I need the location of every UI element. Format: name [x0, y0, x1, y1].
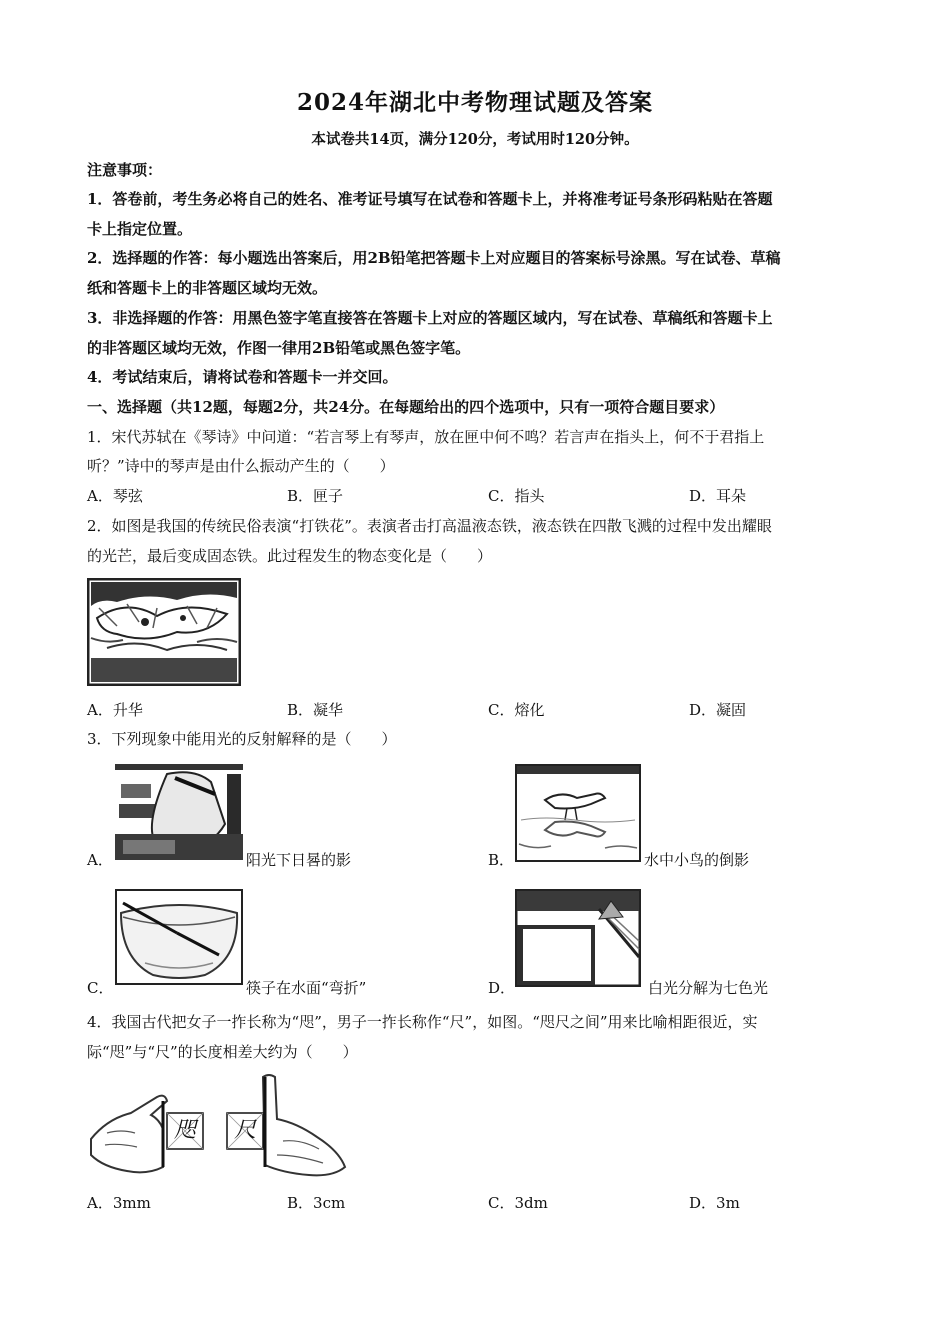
q1-option-b: B．匣子 — [287, 487, 344, 505]
notice-item: 3．非选择题的作答：用黑色签字笔直接答在答题卡上对应的答题区域内，写在试卷、草稿纸和答题卡上 — [87, 309, 773, 327]
iron-flower-photo — [87, 578, 241, 686]
notice-item: 纸和答题卡上的非答题区域均无效。 — [87, 279, 328, 297]
bird-reflection-photo — [515, 764, 641, 862]
notice-item: 的非答题区域均无效，作图一律用2B铅笔或黑色签字笔。 — [87, 339, 471, 357]
notice-item: 卡上指定位置。 — [87, 220, 193, 238]
q3-option-b-text: 水中小鸟的倒影 — [644, 851, 750, 869]
q1-option-c: C．指头 — [488, 487, 545, 505]
notice-heading: 注意事项： — [87, 161, 163, 179]
q2-option-c: C．熔化 — [488, 701, 545, 719]
section-heading: 一、选择题（共12题，每题2分，共24分。在每题给出的四个选项中，只有一项符合题目要求） — [87, 398, 725, 416]
q4-option-a: A．3mm — [87, 1194, 151, 1212]
q1-option-d: D．耳朵 — [689, 487, 747, 505]
page-title: 2024年湖北中考物理试题及答案 — [296, 89, 653, 116]
notice-item: 4．考试结束后，请将试卷和答题卡一并交回。 — [87, 368, 398, 386]
question-4-stem: 4．我国古代把女子一拃长称为“咫”，男子一拃长称作“尺”，如图。“咫尺之间”用来比喻相距很近，实 — [87, 1013, 758, 1031]
question-1-stem: 听？”诗中的琴声是由什么振动产生的（ ） — [87, 457, 395, 475]
zhi-character: 咫 — [173, 1118, 196, 1143]
page-subtitle: 本试卷共14页，满分120分，考试用时120分钟。 — [311, 131, 639, 148]
hand-span-figure — [87, 1071, 349, 1181]
q4-option-b: B．3cm — [287, 1194, 346, 1212]
q3-option-c-letter: C． — [87, 979, 114, 997]
q3-option-c-text: 筷子在水面“弯折” — [246, 979, 367, 997]
q3-option-d-letter: D． — [488, 979, 516, 997]
q1-option-a: A．琴弦 — [87, 487, 143, 505]
question-2-stem: 的光芒，最后变成固态铁。此过程发生的物态变化是（ ） — [87, 547, 493, 565]
q3-option-b-letter: B． — [488, 851, 515, 869]
q3-option-d-text: 白光分解为七色光 — [648, 979, 769, 997]
q3-option-a-text: 阳光下日晷的影 — [246, 851, 352, 869]
chi-character: 尺 — [233, 1118, 256, 1143]
q4-option-d: D．3m — [689, 1194, 740, 1212]
question-2-stem: 2．如图是我国的传统民俗表演“打铁花”。表演者击打高温液态铁，液态铁在四散飞溅的过程中发出耀眼 — [87, 517, 772, 535]
q4-option-c: C．3dm — [488, 1194, 548, 1212]
q2-option-a: A．升华 — [87, 701, 143, 719]
q2-option-d: D．凝固 — [689, 701, 747, 719]
notice-item: 1．答卷前，考生务必将自己的姓名、准考证号填写在试卷和答题卡上，并将准考证号条形码粘贴在答题 — [87, 190, 773, 208]
question-4-stem: 际“咫”与“尺”的长度相差大约为（ ） — [87, 1043, 358, 1061]
notice-item: 2．选择题的作答：每小题选出答案后，用2B铅笔把答题卡上对应题目的答案标号涂黑。写在试卷、草稿 — [87, 249, 781, 267]
q3-option-a-letter: A． — [87, 851, 113, 869]
sundial-photo — [115, 764, 243, 860]
question-1-stem: 1．宋代苏轼在《琴诗》中问道：“若言琴上有琴声，放在匣中何不鸣？若言声在指头上，何不于君指上 — [87, 428, 765, 446]
chopstick-in-water-photo — [115, 889, 243, 985]
prism-dispersion-photo — [515, 889, 641, 987]
question-3-stem: 3．下列现象中能用光的反射解释的是（ ） — [87, 730, 397, 748]
q2-option-b: B．凝华 — [287, 701, 344, 719]
